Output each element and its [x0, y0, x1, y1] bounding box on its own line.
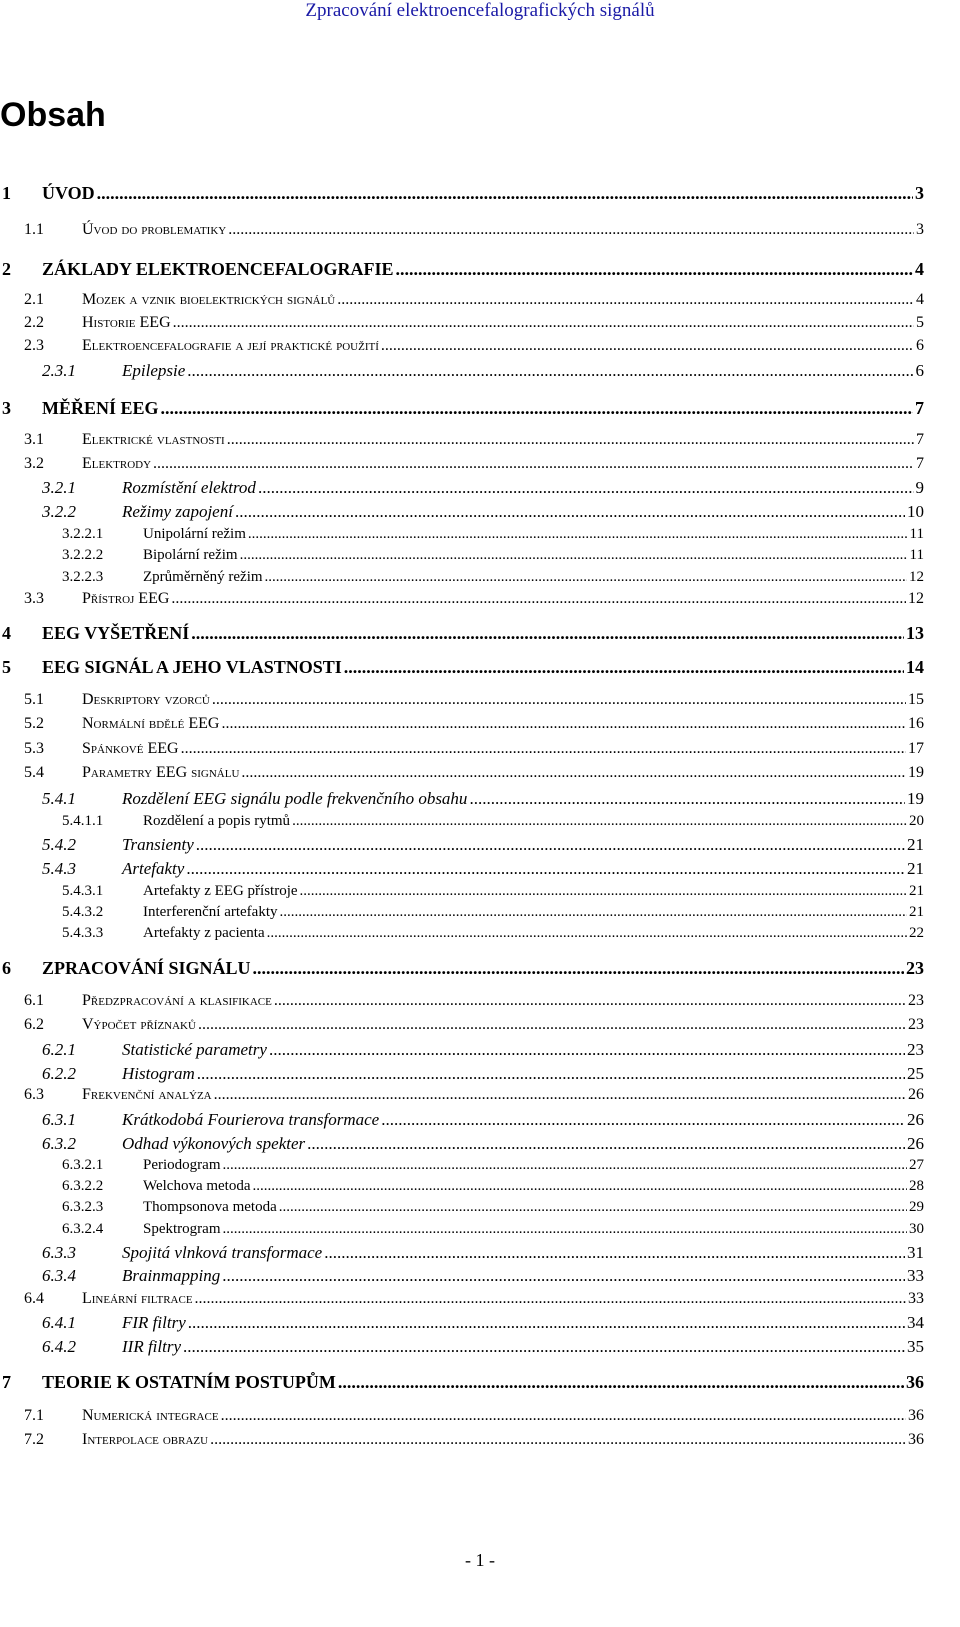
toc-entry-line — [143, 813, 924, 830]
toc-entry[interactable] — [0, 431, 960, 455]
toc-entry-title: Elektrické vlastnosti — [82, 431, 225, 448]
toc-entry-page: 14 — [906, 657, 924, 677]
toc-title: Obsah — [0, 96, 106, 134]
toc-entry-page: 19 — [907, 789, 924, 808]
toc-entry-number: 6.2 — [24, 1016, 44, 1033]
toc-entry-line — [143, 1157, 924, 1174]
toc-entry-number: 5.2 — [24, 715, 44, 732]
toc-entry[interactable] — [0, 764, 960, 788]
toc-entry[interactable] — [0, 740, 960, 764]
toc-entry-page: 4 — [915, 259, 924, 279]
toc-entry-title: EEG SIGNÁL A JEHO VLASTNOSTI — [42, 657, 342, 677]
toc-entry-page: 26 — [907, 1134, 924, 1153]
toc-entry-title: Přístroj EEG — [82, 590, 170, 607]
toc-entry-line — [82, 1086, 924, 1104]
toc-entry-page: 15 — [908, 691, 924, 708]
dot-leader — [300, 883, 907, 900]
dot-leader — [191, 623, 904, 644]
toc-entry[interactable] — [0, 691, 960, 715]
dot-leader — [188, 1313, 905, 1333]
toc-entry[interactable] — [0, 1134, 960, 1158]
toc-entry-title: Úvod do problematiky — [82, 221, 227, 238]
dot-leader — [274, 992, 906, 1010]
toc-entry-page: 11 — [909, 547, 924, 563]
toc-entry[interactable] — [0, 1290, 960, 1314]
toc-entry[interactable] — [0, 1199, 960, 1223]
toc-entry-line — [82, 1016, 924, 1034]
dot-leader — [222, 1221, 907, 1238]
toc-entry-title: Numerická integrace — [82, 1407, 219, 1424]
toc-entry-number: 3.2 — [24, 455, 44, 472]
toc-entry-title: Frekvenční analýza — [82, 1086, 212, 1103]
toc-entry-number: 6.4.1 — [42, 1313, 76, 1332]
toc-entry[interactable] — [0, 398, 960, 422]
toc-entry-page: 34 — [907, 1313, 924, 1332]
toc-entry-title: Welchova metoda — [143, 1178, 251, 1194]
dot-leader — [381, 1110, 905, 1130]
toc-entry-title: Unipolární režim — [143, 526, 246, 542]
toc-entry-title: Deskriptory vzorců — [82, 691, 210, 708]
toc-entry[interactable] — [0, 925, 960, 949]
toc-entry-page: 35 — [907, 1337, 924, 1356]
toc-entry-number: 3.2.2.3 — [62, 569, 104, 585]
toc-entry-title: Spektrogram — [143, 1221, 221, 1237]
toc-entry-line — [122, 502, 924, 522]
toc-entry-page: 36 — [908, 1431, 924, 1448]
toc-entry[interactable] — [0, 337, 960, 361]
toc-entry-line — [42, 398, 924, 419]
toc-entry-line — [82, 715, 924, 733]
toc-entry-title: Spánkové EEG — [82, 740, 179, 757]
toc-entry-title: Thompsonova metoda — [143, 1199, 277, 1215]
toc-entry-line — [122, 361, 924, 381]
dot-leader — [153, 455, 914, 473]
toc-entry-title: Mozek a vznik bioelektrických signálů — [82, 291, 336, 308]
dot-leader — [248, 526, 908, 543]
toc-entry-title: Periodogram — [143, 1157, 221, 1173]
toc-entry-page: 3 — [915, 183, 924, 203]
toc-entry-page: 21 — [907, 835, 924, 854]
toc-entry-number: 4 — [2, 623, 11, 643]
toc-entry-title: FIR filtry — [122, 1313, 186, 1332]
toc-entry[interactable] — [0, 1313, 960, 1337]
toc-entry-page: 23 — [908, 1016, 924, 1033]
page-number: - 1 - — [465, 1550, 495, 1570]
dot-leader — [253, 1178, 908, 1195]
toc-entry-line — [122, 1064, 924, 1084]
toc-entry-line — [82, 590, 924, 608]
running-header: Zpracování elektroencefalografických signálů — [305, 0, 655, 21]
toc-entry-title: Bipolární režim — [143, 547, 238, 563]
toc-entry-line — [122, 1134, 924, 1154]
toc-entry[interactable] — [0, 789, 960, 813]
toc-entry-line — [82, 431, 924, 449]
toc-entry-line — [143, 1178, 924, 1195]
dot-leader — [240, 547, 908, 564]
toc-entry-page: 19 — [908, 764, 924, 781]
toc-entry-page: 10 — [907, 502, 924, 521]
toc-entry-number: 5.4.3 — [42, 859, 76, 878]
toc-entry-line — [42, 657, 924, 678]
toc-entry-number: 6.3.3 — [42, 1243, 76, 1262]
dot-leader — [324, 1243, 905, 1263]
toc-entry[interactable] — [0, 590, 960, 614]
toc-entry-title: MĚŘENÍ EEG — [42, 398, 159, 418]
toc-entry-page: 16 — [908, 715, 924, 732]
toc-entry-number: 5.4 — [24, 764, 44, 781]
dot-leader — [381, 337, 914, 355]
toc-entry-line — [143, 1221, 924, 1238]
dot-leader — [97, 183, 913, 204]
toc-entry-number: 3 — [2, 398, 11, 418]
toc-entry-number: 6.2.2 — [42, 1064, 76, 1083]
toc-entry-line — [143, 883, 924, 900]
toc-entry-number: 6.3.2.2 — [62, 1178, 104, 1194]
toc-entry[interactable] — [0, 1243, 960, 1267]
dot-leader — [196, 835, 905, 855]
dot-leader — [222, 1266, 905, 1286]
toc-entry-number: 5.4.1.1 — [62, 813, 104, 829]
toc-entry-title: Epilepsie — [122, 361, 186, 380]
toc-entry[interactable] — [0, 715, 960, 739]
toc-entry-number: 7.2 — [24, 1431, 44, 1448]
toc-entry-number: 2.1 — [24, 291, 44, 308]
toc-entry-line — [122, 835, 924, 855]
toc-entry[interactable] — [0, 813, 960, 837]
toc-entry-title: Parametry EEG signálu — [82, 764, 240, 781]
toc-entry-number: 6.1 — [24, 992, 44, 1009]
toc-entry-line — [122, 1243, 924, 1263]
dot-leader — [212, 691, 906, 709]
toc-entry-number: 6 — [2, 958, 11, 978]
dot-leader — [161, 398, 913, 419]
toc-entry-number: 6.3.1 — [42, 1110, 76, 1129]
toc-entry[interactable] — [0, 1110, 960, 1134]
toc-entry-page: 12 — [908, 590, 924, 607]
toc-entry-title: Spojitá vlnková transformace — [122, 1243, 323, 1262]
toc-entry-line — [143, 526, 924, 543]
toc-entry-title: Artefakty z EEG přístroje — [143, 883, 298, 899]
dot-leader — [338, 1372, 904, 1393]
toc-entry-page: 7 — [915, 398, 924, 418]
toc-entry-line — [42, 1372, 924, 1393]
toc-entry-page: 23 — [906, 958, 924, 978]
toc-entry-number: 5.3 — [24, 740, 44, 757]
dot-leader — [469, 789, 905, 809]
toc-entry-title: Interferenční artefakty — [143, 904, 278, 920]
toc-entry-number: 5 — [2, 657, 11, 677]
toc-entry-number: 2.3 — [24, 337, 44, 354]
dot-leader — [258, 478, 914, 498]
toc-entry-number: 6.2.1 — [42, 1040, 76, 1059]
toc-entry-title: ÚVOD — [42, 183, 95, 203]
toc-entry-number: 6.3.2.4 — [62, 1221, 104, 1237]
dot-leader — [181, 740, 906, 758]
toc-entry-number: 5.4.2 — [42, 835, 76, 854]
toc-entry-number: 1.1 — [24, 221, 44, 238]
toc-entry-page: 23 — [908, 992, 924, 1009]
dot-leader — [197, 1064, 905, 1084]
toc-entry-title: ZÁKLADY ELEKTROENCEFALOGRAFIE — [42, 259, 394, 279]
toc-entry-title: TEORIE K OSTATNÍM POSTUPŮM — [42, 1372, 336, 1392]
toc-entry-page: 23 — [907, 1040, 924, 1059]
toc-entry-title: Artefakty — [122, 859, 185, 878]
toc-entry-number: 3.1 — [24, 431, 44, 448]
toc-entry[interactable] — [0, 314, 960, 338]
dot-leader — [307, 1134, 905, 1154]
toc-entry-title: Rozmístění elektrod — [122, 478, 256, 497]
dot-leader — [235, 502, 905, 522]
toc-entry-page: 20 — [909, 813, 924, 829]
toc-entry-title: Výpočet příznaků — [82, 1016, 196, 1033]
dot-leader — [267, 925, 907, 942]
dot-leader — [228, 221, 914, 239]
dot-leader — [222, 1157, 907, 1174]
toc-entry-page: 9 — [915, 478, 924, 497]
toc-entry-number: 7.1 — [24, 1407, 44, 1424]
toc-entry[interactable] — [0, 657, 960, 681]
toc-entry-number: 2.2 — [24, 314, 44, 331]
toc-entry-title: Krátkodobá Fourierova transformace — [122, 1110, 380, 1129]
toc-entry-page: 26 — [907, 1110, 924, 1129]
toc-entry-number: 6.3.2.3 — [62, 1199, 104, 1215]
toc-entry-title: Brainmapping — [122, 1266, 221, 1285]
toc-entry-number: 5.4.3.1 — [62, 883, 104, 899]
dot-leader — [183, 1337, 905, 1357]
toc-entry-number: 5.1 — [24, 691, 44, 708]
toc-entry-page: 33 — [907, 1266, 924, 1285]
toc-entry-line — [42, 183, 924, 204]
toc-entry-number: 2.3.1 — [42, 361, 76, 380]
toc-entry-line — [82, 221, 924, 239]
toc-entry-line — [122, 1337, 924, 1357]
toc-entry-title: Odhad výkonových spekter — [122, 1134, 306, 1153]
dot-leader — [195, 1290, 906, 1308]
toc-entry-page: 7 — [916, 455, 924, 472]
toc-entry-page: 4 — [916, 291, 924, 308]
toc-entry-page: 36 — [908, 1407, 924, 1424]
toc-entry[interactable] — [0, 835, 960, 859]
dot-leader — [210, 1431, 906, 1449]
toc-entry[interactable] — [0, 455, 960, 479]
toc-entry[interactable] — [0, 547, 960, 571]
toc-entry-page: 33 — [908, 1290, 924, 1307]
toc-entry-line — [122, 478, 924, 498]
toc-entry-page: 6 — [916, 337, 924, 354]
toc-entry[interactable] — [0, 221, 960, 245]
toc-entry-line — [82, 337, 924, 355]
toc-entry-page: 11 — [909, 526, 924, 542]
dot-leader — [187, 361, 913, 381]
toc-entry-line — [143, 904, 924, 921]
toc-entry-page: 13 — [906, 623, 924, 643]
toc-entry-page: 30 — [909, 1221, 924, 1237]
dot-leader — [280, 904, 908, 921]
dot-leader — [269, 1040, 905, 1060]
toc-entry[interactable] — [0, 478, 960, 502]
toc-entry-page: 21 — [907, 859, 924, 878]
toc-entry-line — [42, 958, 924, 979]
toc-entry[interactable] — [0, 1016, 960, 1040]
toc-entry[interactable] — [0, 1221, 960, 1245]
toc-entry-page: 26 — [908, 1086, 924, 1103]
toc-entry[interactable] — [0, 1040, 960, 1064]
toc-entry-title: Režimy zapojení — [122, 502, 233, 521]
toc-entry-number: 5.4.3.3 — [62, 925, 104, 941]
toc-entry[interactable] — [0, 1337, 960, 1361]
toc-entry-page: 22 — [909, 925, 924, 941]
toc-entry-title: Elektrody — [82, 455, 152, 472]
toc-entry-page: 5 — [916, 314, 924, 331]
dot-leader — [221, 1407, 906, 1425]
dot-leader — [227, 431, 914, 449]
toc-entry-number: 6.3.2.1 — [62, 1157, 104, 1173]
toc-entry-title: Transienty — [122, 835, 194, 854]
toc-entry-number: 3.2.2.2 — [62, 547, 104, 563]
toc-entry-line — [82, 1407, 924, 1425]
toc-entry[interactable] — [0, 183, 960, 207]
toc-entry-page: 12 — [909, 569, 924, 585]
toc-entry-title: Histogram — [122, 1064, 195, 1083]
toc-entry[interactable] — [0, 859, 960, 883]
toc-entry-page: 21 — [909, 904, 924, 920]
dot-leader — [198, 1016, 906, 1034]
toc-entry-title: Normální bdělé EEG — [82, 715, 220, 732]
toc-entry-page: 27 — [909, 1157, 924, 1173]
toc-entry-title: Rozdělení EEG signálu podle frekvenčního obsahu — [122, 789, 468, 808]
dot-leader — [186, 859, 905, 879]
dot-leader — [171, 590, 906, 608]
toc-entry-line — [82, 455, 924, 473]
toc-entry-number: 3.2.1 — [42, 478, 76, 497]
dot-leader — [292, 813, 907, 830]
toc-entry[interactable] — [0, 291, 960, 315]
toc-entry-title: EEG VYŠETŘENÍ — [42, 623, 190, 643]
toc-entry-line — [82, 1431, 924, 1449]
toc-entry-number: 6.3 — [24, 1086, 44, 1103]
toc-entry-line — [82, 691, 924, 709]
toc-entry-number: 6.4.2 — [42, 1337, 76, 1356]
dot-leader — [396, 259, 913, 280]
dot-leader — [337, 291, 914, 309]
toc-entry[interactable] — [0, 1372, 960, 1396]
toc-entry[interactable] — [0, 361, 960, 385]
toc-entry-page: 7 — [916, 431, 924, 448]
toc-entry-number: 7 — [2, 1372, 11, 1392]
toc-entry-title: Elektroencefalografie a její praktické použití — [82, 337, 379, 354]
dot-leader — [279, 1199, 907, 1216]
toc-entry[interactable] — [0, 259, 960, 283]
toc-entry-number: 3.3 — [24, 590, 44, 607]
toc-entry-line — [122, 859, 924, 879]
toc-entry-line — [82, 291, 924, 309]
dot-leader — [253, 958, 904, 979]
toc-entry[interactable] — [0, 992, 960, 1016]
toc-entry-number: 3.2.2 — [42, 502, 76, 521]
toc-entry-title: Zprůměrněný režim — [143, 569, 263, 585]
toc-entry-line — [82, 764, 924, 782]
toc-entry-line — [143, 547, 924, 564]
toc-entry-line — [42, 623, 924, 644]
toc-entry[interactable] — [0, 623, 960, 647]
toc-entry-title: Historie EEG — [82, 314, 171, 331]
toc-entry-title: Předzpracování a klasifikace — [82, 992, 272, 1009]
toc-entry-number: 5.4.1 — [42, 789, 76, 808]
toc-entry-number: 6.3.4 — [42, 1266, 76, 1285]
toc-entry-line — [82, 314, 924, 332]
toc-entry-line — [122, 1266, 924, 1286]
toc-entry-number: 2 — [2, 259, 11, 279]
toc-entry-title: Artefakty z pacienta — [143, 925, 265, 941]
toc-entry-line — [143, 925, 924, 942]
toc-entry-page: 25 — [907, 1064, 924, 1083]
toc-entry-line — [122, 789, 924, 809]
toc-entry-line — [82, 1290, 924, 1308]
toc-entry-line — [143, 1199, 924, 1216]
toc-entry-page: 3 — [916, 221, 924, 238]
toc-entry-page: 36 — [906, 1372, 924, 1392]
toc-entry-number: 6.4 — [24, 1290, 44, 1307]
toc-entry[interactable] — [0, 1064, 960, 1088]
toc-entry-line — [42, 259, 924, 280]
dot-leader — [241, 764, 906, 782]
toc-entry-line — [82, 992, 924, 1010]
toc-entry-number: 3.2.2.1 — [62, 526, 104, 542]
dot-leader — [265, 569, 907, 586]
toc-entry-title: Interpolace obrazu — [82, 1431, 209, 1448]
toc-entry[interactable] — [0, 1086, 960, 1110]
toc-entry-page: 17 — [908, 740, 924, 757]
dot-leader — [221, 715, 906, 733]
toc-entry-title: ZPRACOVÁNÍ SIGNÁLU — [42, 958, 251, 978]
toc-entry-number: 6.3.2 — [42, 1134, 76, 1153]
toc-entry-title: Rozdělení a popis rytmů — [143, 813, 291, 829]
toc-entry-page: 28 — [909, 1178, 924, 1194]
toc-entry-line — [122, 1313, 924, 1333]
toc-entry-page: 21 — [909, 883, 924, 899]
toc-entry[interactable] — [0, 1431, 960, 1455]
toc-entry[interactable] — [0, 1266, 960, 1290]
toc-entry[interactable] — [0, 502, 960, 526]
toc-entry-number: 1 — [2, 183, 11, 203]
toc-entry-title: Statistické parametry — [122, 1040, 267, 1059]
toc-entry[interactable] — [0, 1407, 960, 1431]
toc-entry[interactable] — [0, 958, 960, 982]
dot-leader — [344, 657, 904, 678]
toc-entry-page: 31 — [907, 1243, 924, 1262]
toc-entry-line — [122, 1110, 924, 1130]
dot-leader — [173, 314, 914, 332]
toc-entry-number: 5.4.3.2 — [62, 904, 104, 920]
toc-entry-page: 29 — [909, 1199, 924, 1215]
toc-entry-line — [143, 569, 924, 586]
toc-entry-line — [82, 740, 924, 758]
toc-entry-title: IIR filtry — [122, 1337, 182, 1356]
toc-entry-page: 6 — [915, 361, 924, 380]
toc-entry-title: Lineární filtrace — [82, 1290, 193, 1307]
dot-leader — [214, 1086, 906, 1104]
toc-entry-line — [122, 1040, 924, 1060]
